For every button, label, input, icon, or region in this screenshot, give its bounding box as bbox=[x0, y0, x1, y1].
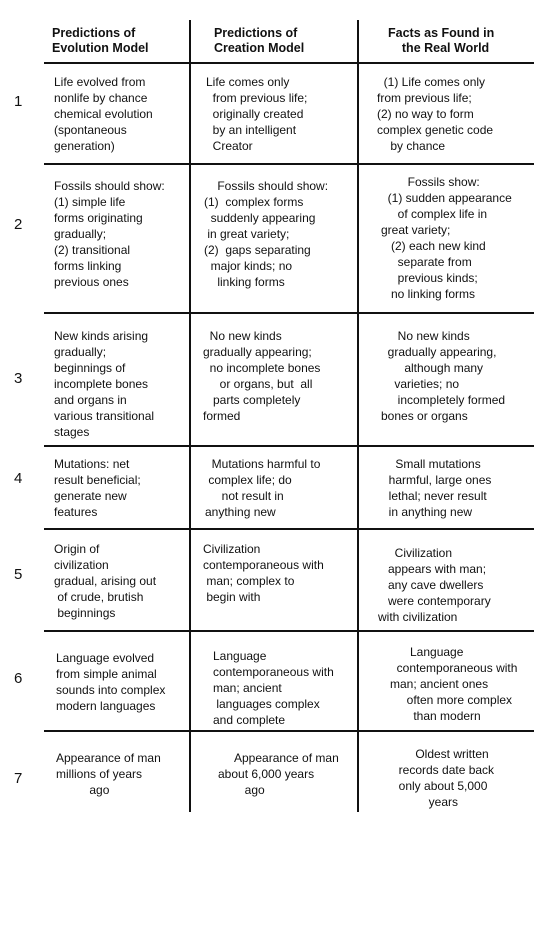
cell-creation: Appearance of man about 6,000 years ago bbox=[218, 751, 339, 797]
row-number: 6 bbox=[14, 670, 23, 687]
row-divider bbox=[44, 730, 534, 732]
cell-creation: Civilization contemporaneous with man; complex to begin with bbox=[203, 542, 324, 604]
cell-facts: (1) Life comes only from previous life; (2) no way to form complex genetic code by chance bbox=[377, 75, 494, 153]
header-creation-text: Predictions of Creation Model bbox=[213, 26, 305, 55]
row-divider bbox=[44, 312, 534, 314]
row-number: 1 bbox=[14, 93, 23, 110]
cell-evolution: New kinds arising gradually; beginnings of incomplete bones and organs in various transitional stages bbox=[54, 329, 155, 439]
cell-evolution: Appearance of man millions of years ago bbox=[56, 751, 161, 797]
row-divider bbox=[44, 528, 534, 530]
row-number: 4 bbox=[14, 470, 23, 487]
cell-evolution: Fossils should show: (1) simple life forms originating gradually; (2) transitional forms linking previous ones bbox=[54, 179, 165, 289]
cell-evolution: Language evolved from simple animal sounds into complex modern languages bbox=[56, 651, 166, 713]
row-number: 2 bbox=[14, 216, 23, 233]
row-divider bbox=[44, 163, 534, 165]
column-divider bbox=[189, 20, 191, 812]
cell-evolution: Mutations: net result beneficial; generate new features bbox=[54, 457, 141, 519]
header-facts-text: Facts as Found in the Real World bbox=[388, 26, 495, 55]
cell-facts: No new kinds gradually appearing, although many varieties; no incompletely formed bones or organs bbox=[381, 329, 506, 423]
cell-creation: Fossils should show: (1) complex forms suddenly appearing in great variety; (2) gaps separating major kinds; no linking forms bbox=[204, 179, 329, 289]
column-divider bbox=[357, 20, 359, 812]
row-divider bbox=[44, 630, 534, 632]
header-creation bbox=[207, 26, 304, 56]
header-evolution-text: Predictions of Evolution Model bbox=[52, 26, 149, 55]
row-divider bbox=[44, 62, 534, 64]
row-divider bbox=[44, 445, 534, 447]
cell-evolution: Origin of civilization gradual, arising out of crude, brutish beginnings bbox=[54, 542, 157, 620]
header-evolution bbox=[52, 26, 149, 56]
cell-facts: Small mutations harmful, large ones lethal; never result in anything new bbox=[388, 457, 492, 519]
cell-creation: Life comes only from previous life; originally created by an intelligent Creator bbox=[206, 75, 308, 153]
row-number: 7 bbox=[14, 770, 23, 787]
header-facts bbox=[388, 26, 494, 56]
cell-creation: Language contemporaneous with man; ancient languages complex and complete bbox=[213, 649, 334, 727]
cell-facts: Fossils show: (1) sudden appearance of complex life in great variety; (2) each new kind separate from previous kinds; no linking forms bbox=[381, 175, 512, 301]
cell-evolution: Life evolved from nonlife by chance chemical evolution (spontaneous generation) bbox=[54, 75, 153, 153]
cell-facts: Civilization appears with man; any cave dwellers were contemporary with civilization bbox=[378, 546, 491, 624]
row-number: 3 bbox=[14, 370, 23, 387]
cell-facts: Oldest written records date back only about 5,000 years bbox=[398, 747, 495, 809]
cell-facts: Language contemporaneous with man; ancient ones often more complex than modern bbox=[390, 645, 518, 723]
cell-creation: No new kinds gradually appearing; no incomplete bones or organs, but all parts completely formed bbox=[203, 329, 321, 423]
row-number: 5 bbox=[14, 566, 23, 583]
cell-creation: Mutations harmful to complex life; do not result in anything new bbox=[205, 457, 321, 519]
